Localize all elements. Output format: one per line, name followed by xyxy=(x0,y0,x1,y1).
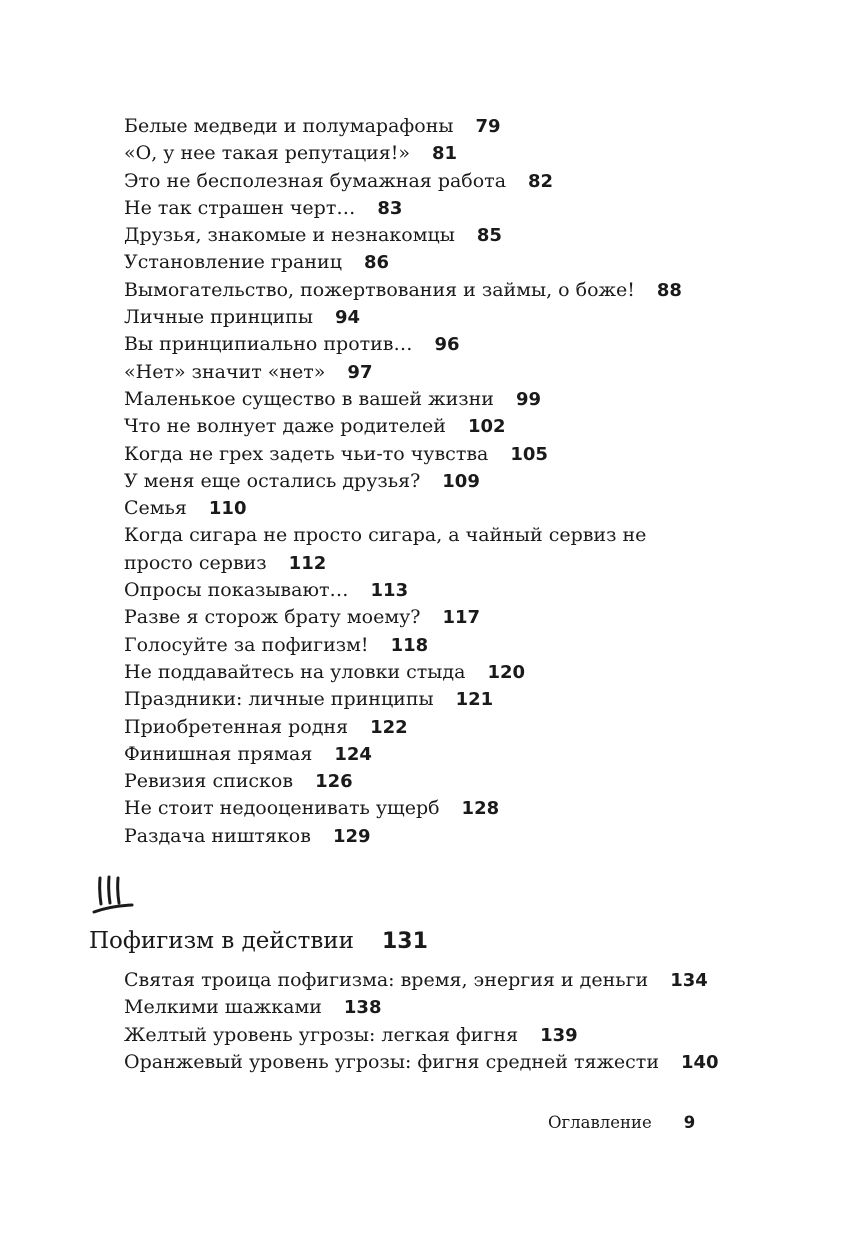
section-heading-page: 131 xyxy=(381,929,428,954)
toc-entry[interactable] xyxy=(124,1049,744,1076)
toc-entry[interactable] xyxy=(124,331,724,358)
toc-entry-title: Белые медведи и полумарафоны xyxy=(124,115,454,137)
toc-entry[interactable] xyxy=(124,168,724,195)
toc-entry-page: 126 xyxy=(315,771,353,793)
toc-entry[interactable] xyxy=(124,714,724,741)
toc-entry-title: Желтый уровень угрозы: легкая фигня xyxy=(124,1023,519,1046)
toc-entry-page: 97 xyxy=(347,361,373,383)
toc-entry[interactable] xyxy=(124,994,744,1021)
toc-entry-page: 120 xyxy=(487,661,526,683)
toc-entry-page: 138 xyxy=(343,997,382,1019)
toc-entry-page: 85 xyxy=(476,225,502,247)
toc-entry[interactable] xyxy=(124,222,724,249)
toc-entry-page: 134 xyxy=(670,970,708,991)
toc-entry[interactable] xyxy=(124,113,724,140)
toc-entry-title: Финишная прямая xyxy=(124,742,313,765)
toc-entry-title: Вы принципиально против… xyxy=(124,333,413,356)
toc-entry[interactable] xyxy=(124,522,704,577)
toc-entry-title: Святая троица пофигизма: время, энергия и деньги xyxy=(124,969,649,991)
toc-entry-title: Разве я сторож брату моему? xyxy=(124,606,421,629)
toc-entry-title: Мелкими шажками xyxy=(124,996,322,1019)
toc-entry-title: Не стоит недооценивать ущерб xyxy=(124,797,440,820)
toc-entry[interactable] xyxy=(124,441,724,468)
toc-entry[interactable] xyxy=(124,386,724,413)
toc-entry-title: Что не волнует даже родителей xyxy=(124,415,446,438)
toc-entry-page: 139 xyxy=(540,1024,578,1046)
toc-entry[interactable] xyxy=(124,967,744,994)
toc-entry[interactable] xyxy=(124,659,724,686)
toc-entry-title: «О, у нее такая репутация!» xyxy=(124,142,410,165)
toc-entry-page: 109 xyxy=(442,470,480,492)
toc-entry-page: 112 xyxy=(288,552,327,574)
toc-entry-page: 99 xyxy=(515,388,542,410)
toc-entry[interactable] xyxy=(124,195,724,222)
toc-entry[interactable] xyxy=(124,304,724,331)
toc-entry[interactable] xyxy=(124,604,724,631)
toc-entry-title: «Нет» значит «нет» xyxy=(124,360,326,383)
toc-entry-page: 124 xyxy=(334,743,372,765)
toc-entry-page: 129 xyxy=(332,825,371,847)
toc-entry-title: Оранжевый уровень угрозы: фигня средней тяжести xyxy=(124,1050,659,1073)
toc-entry-page: 113 xyxy=(370,580,409,602)
toc-entry-title: Личные принципы xyxy=(124,306,313,329)
toc-entry-page: 121 xyxy=(455,689,494,711)
toc-entry-title: Это не бесполезная бумажная работа xyxy=(124,169,507,192)
toc-entry[interactable] xyxy=(124,140,724,167)
toc-entry-title: Голосуйте за пофигизм! xyxy=(124,633,369,656)
toc-entry[interactable] xyxy=(124,249,724,276)
toc-entry-title: Опросы показывают… xyxy=(124,579,349,602)
toc-entry-page: 94 xyxy=(334,307,361,329)
toc-entry-page: 79 xyxy=(475,116,501,137)
toc-entry-page: 122 xyxy=(370,716,408,738)
page-number: 9 xyxy=(683,1113,696,1132)
toc-entry-title: Не поддавайтесь на уловки стыда xyxy=(124,660,466,683)
toc-entry[interactable] xyxy=(124,686,724,713)
toc-entry-page: 117 xyxy=(442,607,481,629)
toc-list-part-2 xyxy=(124,113,724,850)
toc-entry[interactable] xyxy=(124,359,724,386)
running-footer-label: Оглавление xyxy=(548,1113,652,1132)
page-footer xyxy=(548,1113,695,1132)
toc-entry-page: 86 xyxy=(363,252,389,274)
toc-entry-page: 82 xyxy=(528,170,554,192)
toc-entry-page: 105 xyxy=(510,443,548,465)
section-heading[interactable] xyxy=(89,928,428,954)
toc-entry-title: Установление границ xyxy=(124,251,342,274)
toc-entry-page: 102 xyxy=(467,416,506,438)
toc-entry-page: 96 xyxy=(434,334,460,356)
toc-entry[interactable] xyxy=(124,741,724,768)
toc-entry[interactable] xyxy=(124,468,724,495)
toc-entry[interactable] xyxy=(124,413,724,440)
toc-entry-page: 118 xyxy=(390,634,429,656)
toc-entry[interactable] xyxy=(124,277,724,304)
toc-entry-page: 83 xyxy=(377,197,403,219)
toc-entry[interactable] xyxy=(124,632,724,659)
section-heading-title: Пофигизм в действии xyxy=(89,928,354,954)
toc-entry-title: Приобретенная родня xyxy=(124,715,349,738)
toc-entry-title: Вымогательство, пожертвования и займы, о боже! xyxy=(124,278,635,301)
toc-entry[interactable] xyxy=(124,495,724,522)
toc-entry-page: 128 xyxy=(461,798,500,820)
toc-entry[interactable] xyxy=(124,823,724,850)
toc-entry-page: 88 xyxy=(656,279,682,301)
toc-entry-title: Когда сигара не просто сигара, а чайный сервиз не просто сервиз xyxy=(124,524,647,574)
toc-list-part-3 xyxy=(124,967,744,1076)
toc-entry-page: 140 xyxy=(680,1051,719,1073)
toc-entry-title: Не так страшен черт… xyxy=(124,196,356,219)
toc-entry[interactable] xyxy=(124,1022,744,1049)
toc-entry-title: Семья xyxy=(124,497,187,520)
toc-entry-title: У меня еще остались друзья? xyxy=(124,469,421,492)
toc-entry-title: Раздача ништяков xyxy=(124,824,311,847)
toc-entry-page: 110 xyxy=(208,498,247,520)
toc-entry-title: Маленькое существо в вашей жизни xyxy=(124,387,494,410)
toc-entry-title: Когда не грех задеть чьи-то чувства xyxy=(124,442,489,465)
toc-entry-title: Друзья, знакомые и незнакомцы xyxy=(124,224,455,247)
section-numeral-III-mark xyxy=(90,874,136,918)
toc-entry-page: 81 xyxy=(431,143,458,165)
toc-entry[interactable] xyxy=(124,795,724,822)
toc-entry-title: Праздники: личные принципы xyxy=(124,688,434,711)
toc-entry[interactable] xyxy=(124,768,724,795)
toc-entry[interactable] xyxy=(124,577,724,604)
toc-entry-title: Ревизия списков xyxy=(124,770,294,793)
